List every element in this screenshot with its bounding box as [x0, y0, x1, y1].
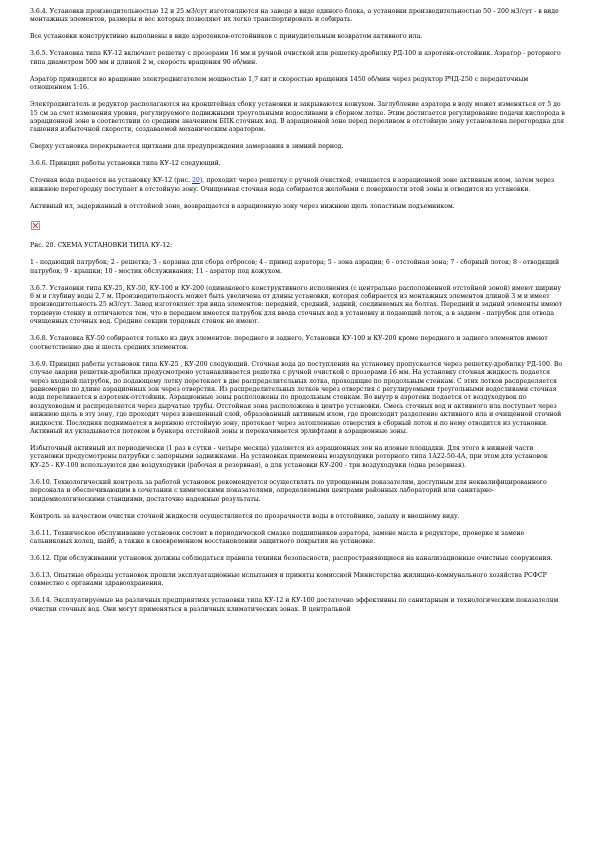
paragraph-3-6-10: 3.6.10. Технологический контроль за работой установок рекомендуется осуществлять по упрощенным показателям, доступным для неквалифицированного персонала и обеспечивающим в сочетании с химическими показателями, определяемыми центрами районных лабораторий или санитарно-эпидемиологическими станциями, достаточно надежные результаты.	[30, 478, 547, 503]
paragraph-3-6-5: 3.6.5. Установка типа КУ-12 включает решетку с прозорами 16 мм и ручной очисткой или решетку-дробилку РД-100 и аэротенк-отстойник. Аэратор - роторного типа диаметром 500 мм и длиной 2 м, скорость вращения 90 об/мин.	[30, 50, 561, 66]
paragraph-aerator-drive: Аэратор приводится во вращение электродвигателем мощностью 1,7 квт и скоростью вращения 1450 об/мин через редуктор РЧД-250 с передаточным отношением 1:16.	[30, 75, 529, 92]
flow-text-before: Сточная вода подается на установку КУ-12 (рис.	[30, 177, 192, 185]
paragraph-3-6-11: 3.6.11. Техническое обслуживание установок состоит в периодической смазке подшипников аэратора, замене масла в редукторе, проверке и замене сальниковых колец, шайб, а также в своевременном восстановлении защитного покрытия на установке.	[30, 529, 525, 545]
paragraph-3-6-4: 3.6.4. Установки производительностью 12 и 25 м3/сут изготовляются на заводе в виде единого блока, а установки производительностью 50 - 200 м3/сут - в виде монтажных элементов, размеры и вес которых позволяют их легко транспортировать и собирать.	[30, 8, 559, 24]
figure-container	[30, 220, 565, 242]
paragraph-motor-reducer: Электродвигатель и редуктор располагаются на кронштейнах сбоку установки и закрываются кожухом. Заглубление аэратора в воду может изменяться от 5 до 15 см за счет изменения уровня, регулируемого подвижными треугольными водосливами в сборном лотке. Этим достигается регулирование подачи кислорода в аэрационной зоне в соответствии со средним значением БПК сточных вод. В аэрационной зоне перед переливом в отстойную зону установлена перегородка для гашения избыточной скорости, создаваемой механическим аэратором.	[30, 101, 565, 134]
paragraph-3-6-6: 3.6.6. Принцип работы установки типа КУ-12 следующий.	[30, 160, 221, 168]
paragraph-aerotank-design: Все установки конструктивно выполнены в виде аэротенков-отстойников с принудительным возвратом активного ила.	[30, 33, 423, 41]
paragraph-winter-cover: Сверху установка перекрывается щитками для предупреждения замерзания в зимний период.	[30, 143, 344, 151]
paragraph-flow-description	[30, 177, 565, 194]
figure-caption: Рис. 20. СХЕМА УСТАНОВКИ ТИПА КУ-12:	[30, 242, 173, 250]
paragraph-3-6-8: 3.6.8. Установка КУ-50 собирается только из двух элементов: переднего и заднего. Установки КУ-100 и КУ-200 кроме переднего и заднего элементов имеют соответственно два и шесть средних элементов.	[30, 335, 548, 351]
paragraph-excess-sludge: Избыточный активный ил периодически (1 раз в сутки - четыре месяца) удаляется из аэрационных зон на иловые площадки. Для этого в нижней части установки предусмотрены патрубки с запорными задвижками. На установках применены воздуходувки роторного типа 1А22-50-4А, при этом для установок КУ-25 - КУ-100 используются две воздуходувки (рабочая и резервная), а для установки КУ-200 - три воздуходувки (одна резервная).	[30, 444, 548, 469]
paragraph-3-6-9: 3.6.9. Принцип работы установок типа КУ-25 , КУ-200 следующий. Сточная вода до поступления на установку пропускается через решетку-дробилку РД-100. Во случае аварии решетки-дробилки предусмотрено устанавливается решетка с ручной очисткой с прозорами 16 мм. На установку сточная жидкость подается через входной патрубок, по подающему лотку перетекает в две распределительных лотка, проходящие по продольным стенкам. С этих лотков распределяется равномерно по длине аэрационных зон через отверстия. Из распределительных лотков через отверстия с регулируемыми треугольными водосливами сточная вода переливается в аэротенк-отстойник. Аэрационные зоны расположены по продольным стенкам. Во внутр в аэротенк подается от воздуходувок по воздуховодам и распределяется через дырчатые трубы. Отстойная зона расположена в центре установки. Смесь сточных вод и активного ила поступает через нижнюю щель в эту зону, где проходит через взвешенный слой, образованный активным илом, где происходит разделение активного ила и очищенной сточной жидкости. Последняя поднимается в верхнюю отстойную зону, протекает через затопленные отверстия в сборный лоток и по нему отводится из установки. Активный ил укладывается потоком в бункера отстойной зоны и перекачивается эрлифтами в аэрационные зоны.	[30, 360, 563, 435]
broken-image-icon[interactable]	[31, 221, 40, 230]
paragraph-3-6-7: 3.6.7. Установки типа КУ-25, КУ-50, КУ-100 и КУ-200 (одинакового конструктивного исполнения (с центрально расположенной отстойной зоной) имеют ширину 6 м и глубину воды 2,7 м. Производительность может быть увеличена от длины установки, которая собирается из монтажных элементов длиной 3 м и имеет производительность 25 м3/сут. Завод изготовляет три вида элементов: передний, средний, задний, соединяемых на болтах. Передний и задний элементы имеют торцевую стенку и отличаются тем, что в переднем имеется патрубок для ввода сточных вод в установку и подающий лоток, а в заднем - патрубок для отвода очищенных сточных вод. Средние секции торцовых стенок не имеют.	[30, 284, 563, 326]
paragraph-quality-control: Контроль за качеством очистки сточной жидкости осуществляется по прозрачности воды в отстойнике, запаху и внешнему виду.	[30, 512, 460, 520]
paragraph-3-6-13: 3.6.13. Опытные образцы установок прошли эксплуатационные испытания и приняты комиссией Министерства жилищно-коммунального хозяйства РСФСР совместно с органами здравоохранения.	[30, 571, 547, 588]
paragraph-activated-sludge: Активный ил, задержанный в отстойной зоне, возвращается в аэрационную зону через нижнюю щель лопастным подъемником.	[30, 202, 455, 210]
figure-legend: 1 - подающий патрубок; 2 - решетка; 3 - корзина для сбора отбросов; 4 - привод аэратора; 5 - зона аэрации; 6 - отстойная зона; 7 - сборный лоток; 8 - отводящий патрубок; 9 - крышки; 10 - мостик обслуживания; 11 - аэратор под кожухом.	[30, 259, 560, 275]
figure-20-link[interactable]: 20	[192, 177, 200, 185]
paragraph-3-6-12: 3.6.12. При обслуживании установок должны соблюдаться правила техники безопасности, распространяющиеся на канализационные очистные сооружения.	[30, 554, 553, 562]
paragraph-3-6-14: 3.6.14. Эксплуатируемые на различных предприятиях установки типа КУ-12 и КУ-100 достаточно эффективны по санитарным и технологическим показателям очистки сточных вод. Они могут применяться в различных климатических зонах. В центральной	[30, 597, 559, 613]
flow-text-after: ), проходит через решетку с ручной очисткой, очищается в аэрационной зоне активным илом, затем через нижнюю перегородку поступает в отстойную зону. Очищенная сточная вода собирается желобами с поверхности этой зоны и отводится из установки.	[30, 177, 555, 193]
